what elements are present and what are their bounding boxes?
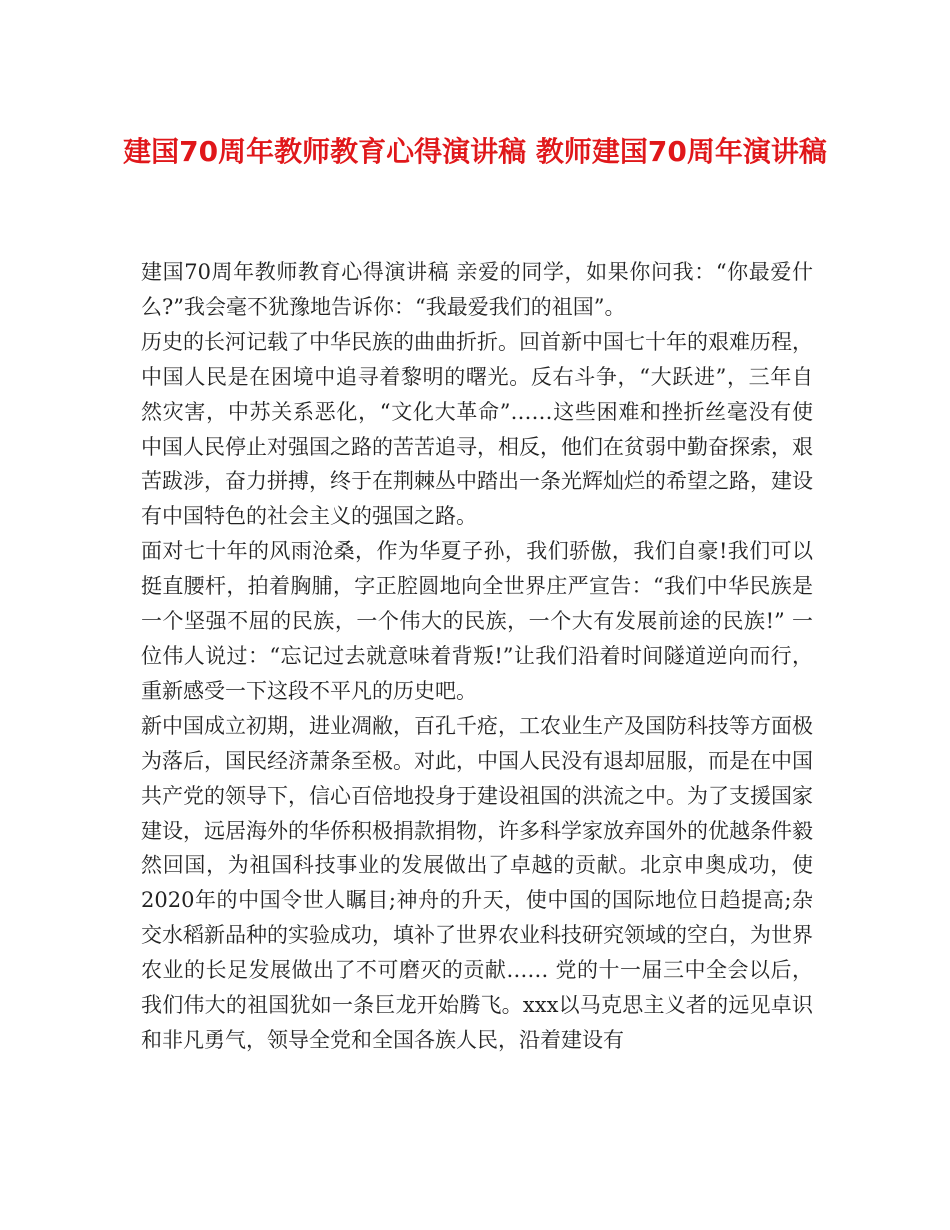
document-body xyxy=(141,255,813,1058)
paragraph: 建国70周年教师教育心得演讲稿 亲爱的同学，如果你问我：“你最爱什么?”我会毫不犹豫地告诉你：“我最爱我们的祖国”。 xyxy=(141,260,813,319)
paragraph: 新中国成立初期，进业凋敝，百孔千疮，工农业生产及国防科技等方面极为落后，国民经济萧条至极。对此，中国人民没有退却屈服，而是在中国共产党的领导下，信心百倍地投身于建设祖国的洪流之中。为了支援国家建设，远居海外的华侨积极捐款捐物，许多科学家放弃国外的优越条件毅然回国，为祖国科技事业的发展做出了卓越的贡献。北京申奥成功，使2020年的中国令世人瞩目;神舟的升天，使中国的国际地位日趋提高;杂交水稻新品种的实验成功，填补了世界农业科技研究领域的空白，为世界农业的长足发展做出了不可磨灭的贡献…… 党的十一届三中全会以后，我们伟大的祖国犹如一条巨龙开始腾飞。xxx以马克思主义者的远见卓识和非凡勇气，领导全党和全国各族人民，沿着建设有 xyxy=(141,713,813,1052)
document-title: 建国70周年教师教育心得演讲稿 教师建国70周年演讲稿 xyxy=(123,135,827,168)
paragraph: 面对七十年的风雨沧桑，作为华夏子孙，我们骄傲，我们自豪!我们可以挺直腰杆，拍着胸脯，字正腔圆地向全世界庄严宣告：“我们中华民族是一个坚强不屈的民族，一个伟大的民族，一个大有发展前途的民族!” 一位伟人说过：“忘记过去就意味着背叛!”让我们沿着时间隧道逆向而行，重新感受一下这段不平凡的历史吧。 xyxy=(141,539,813,703)
paragraph: 历史的长河记载了中华民族的曲曲折折。回首新中国七十年的艰难历程，中国人民是在困境中追寻着黎明的曙光。反右斗争，“大跃进”，三年自然灾害，中苏关系恶化，“文化大革命”……这些困难和挫折丝毫没有使中国人民停止对强国之路的苦苦追寻，相反，他们在贫弱中勤奋探索，艰苦跋涉，奋力拼搏，终于在荆棘丛中踏出一条光辉灿烂的希望之路，建设有中国特色的社会主义的强国之路。 xyxy=(141,329,813,529)
